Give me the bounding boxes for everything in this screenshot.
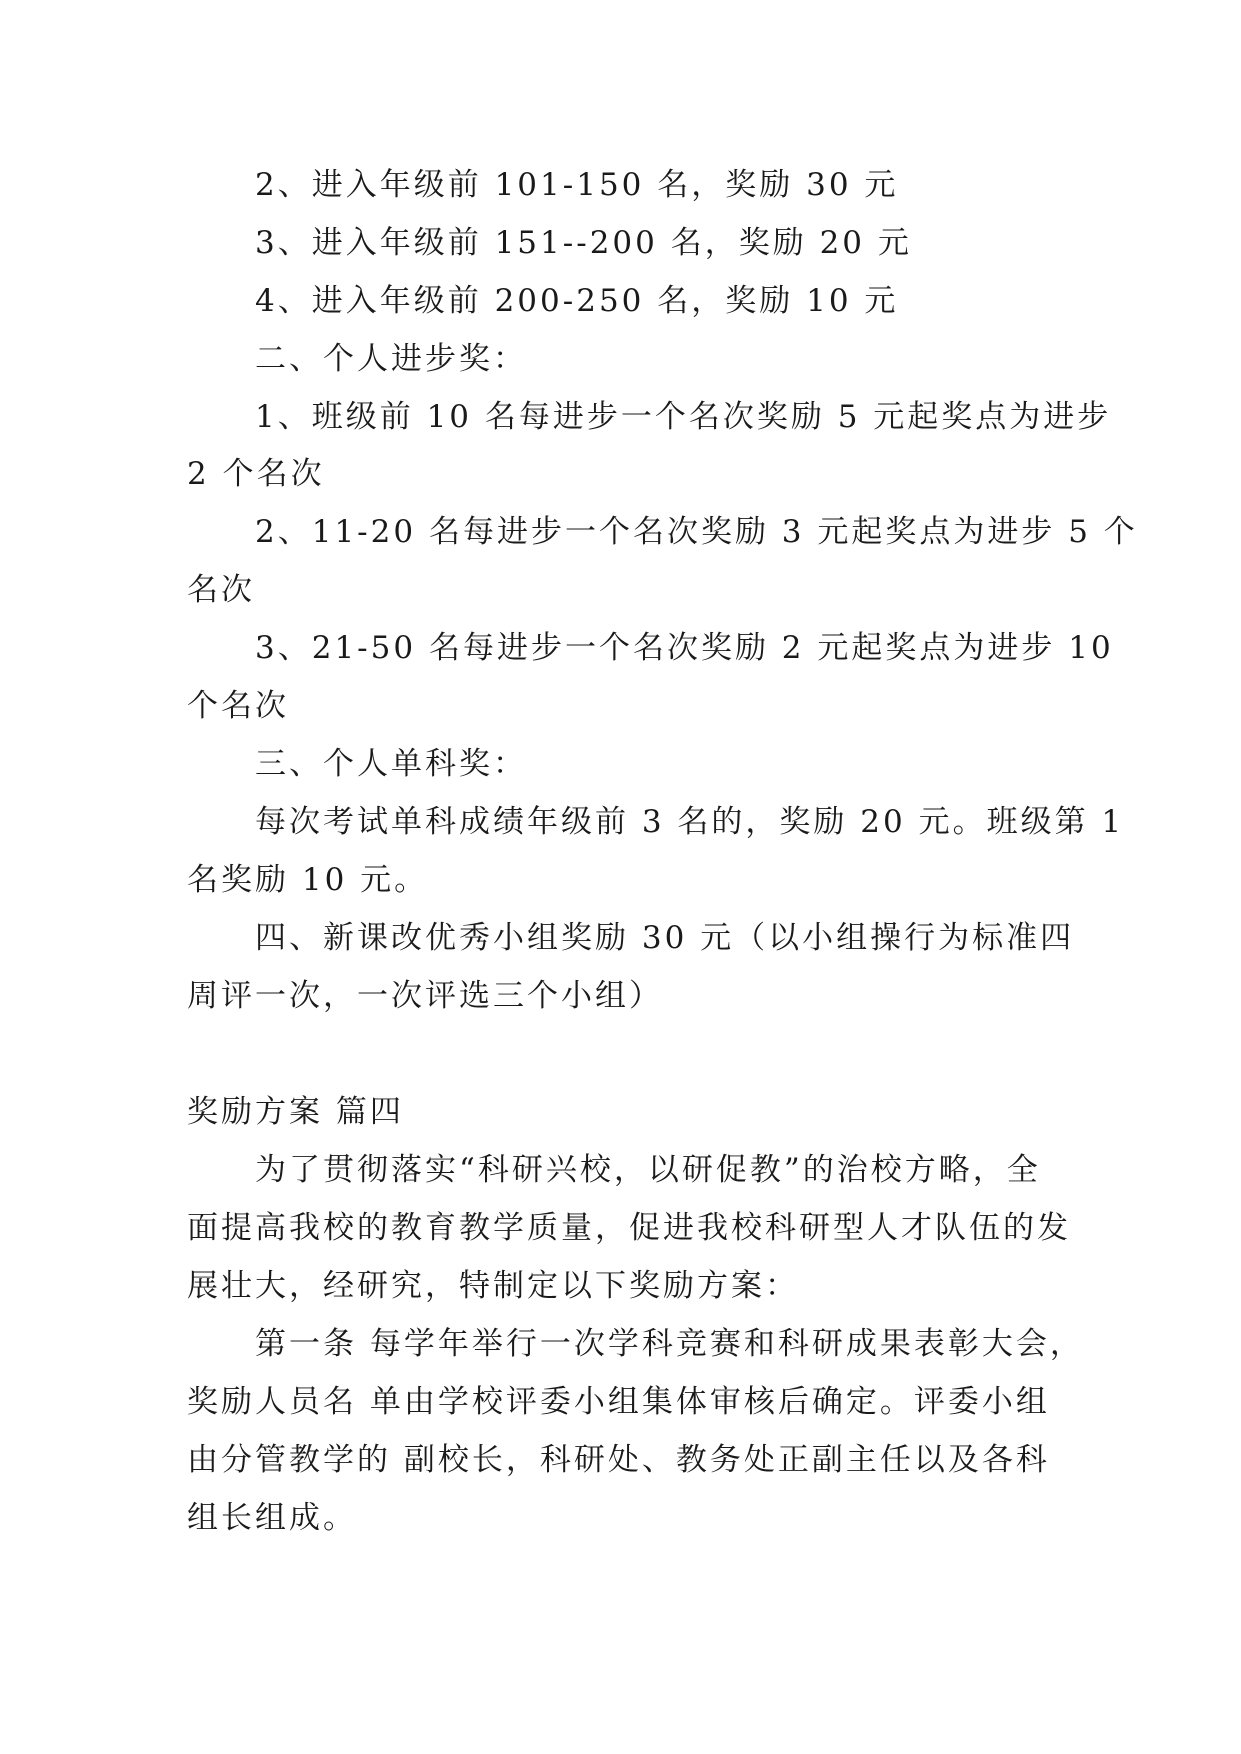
text-line: 展壮大，经研究，特制定以下奖励方案： <box>187 1268 799 1304</box>
text-line: 1、班级前 10 名每进步一个名次奖励 5 元起奖点为进步 <box>255 399 1112 435</box>
text-line: 第一条 每学年举行一次学科竞赛和科研成果表彰大会， <box>255 1326 1084 1362</box>
text-line: 个名次 <box>187 688 289 724</box>
text-line: 由分管教学的 副校长，科研处、教务处正副主任以及各科 <box>187 1442 1050 1478</box>
text-line: 2 个名次 <box>187 456 325 492</box>
text-line: 四、新课改优秀小组奖励 30 元（以小组操行为标准四 <box>255 920 1075 956</box>
text-line: 周评一次，一次评选三个小组） <box>187 978 663 1014</box>
text-line: 3、进入年级前 151--200 名，奖励 20 元 <box>255 225 912 261</box>
text-line: 为了贯彻落实“科研兴校，以研促教”的治校方略，全 <box>255 1152 1041 1188</box>
text-line: 奖励人员名 单由学校评委小组集体审核后确定。评委小组 <box>187 1384 1050 1420</box>
text-line: 名次 <box>187 572 255 608</box>
text-line: 2、11-20 名每进步一个名次奖励 3 元起奖点为进步 5 个 <box>255 514 1138 550</box>
section-heading: 三、个人单科奖： <box>255 746 527 782</box>
document-title: 奖励方案 篇四 <box>187 1094 404 1130</box>
text-line: 每次考试单科成绩年级前 3 名的，奖励 20 元。班级第 1 <box>255 804 1125 840</box>
text-line: 2、进入年级前 101-150 名，奖励 30 元 <box>255 167 899 203</box>
text-line: 面提高我校的教育教学质量，促进我校科研型人才队伍的发 <box>187 1210 1071 1246</box>
text-line: 4、进入年级前 200-250 名，奖励 10 元 <box>255 283 899 319</box>
section-heading: 二、个人进步奖： <box>255 341 527 377</box>
text-line: 名奖励 10 元。 <box>187 862 429 898</box>
text-line: 3、21-50 名每进步一个名次奖励 2 元起奖点为进步 10 <box>255 630 1114 666</box>
text-line: 组长组成。 <box>187 1500 357 1536</box>
